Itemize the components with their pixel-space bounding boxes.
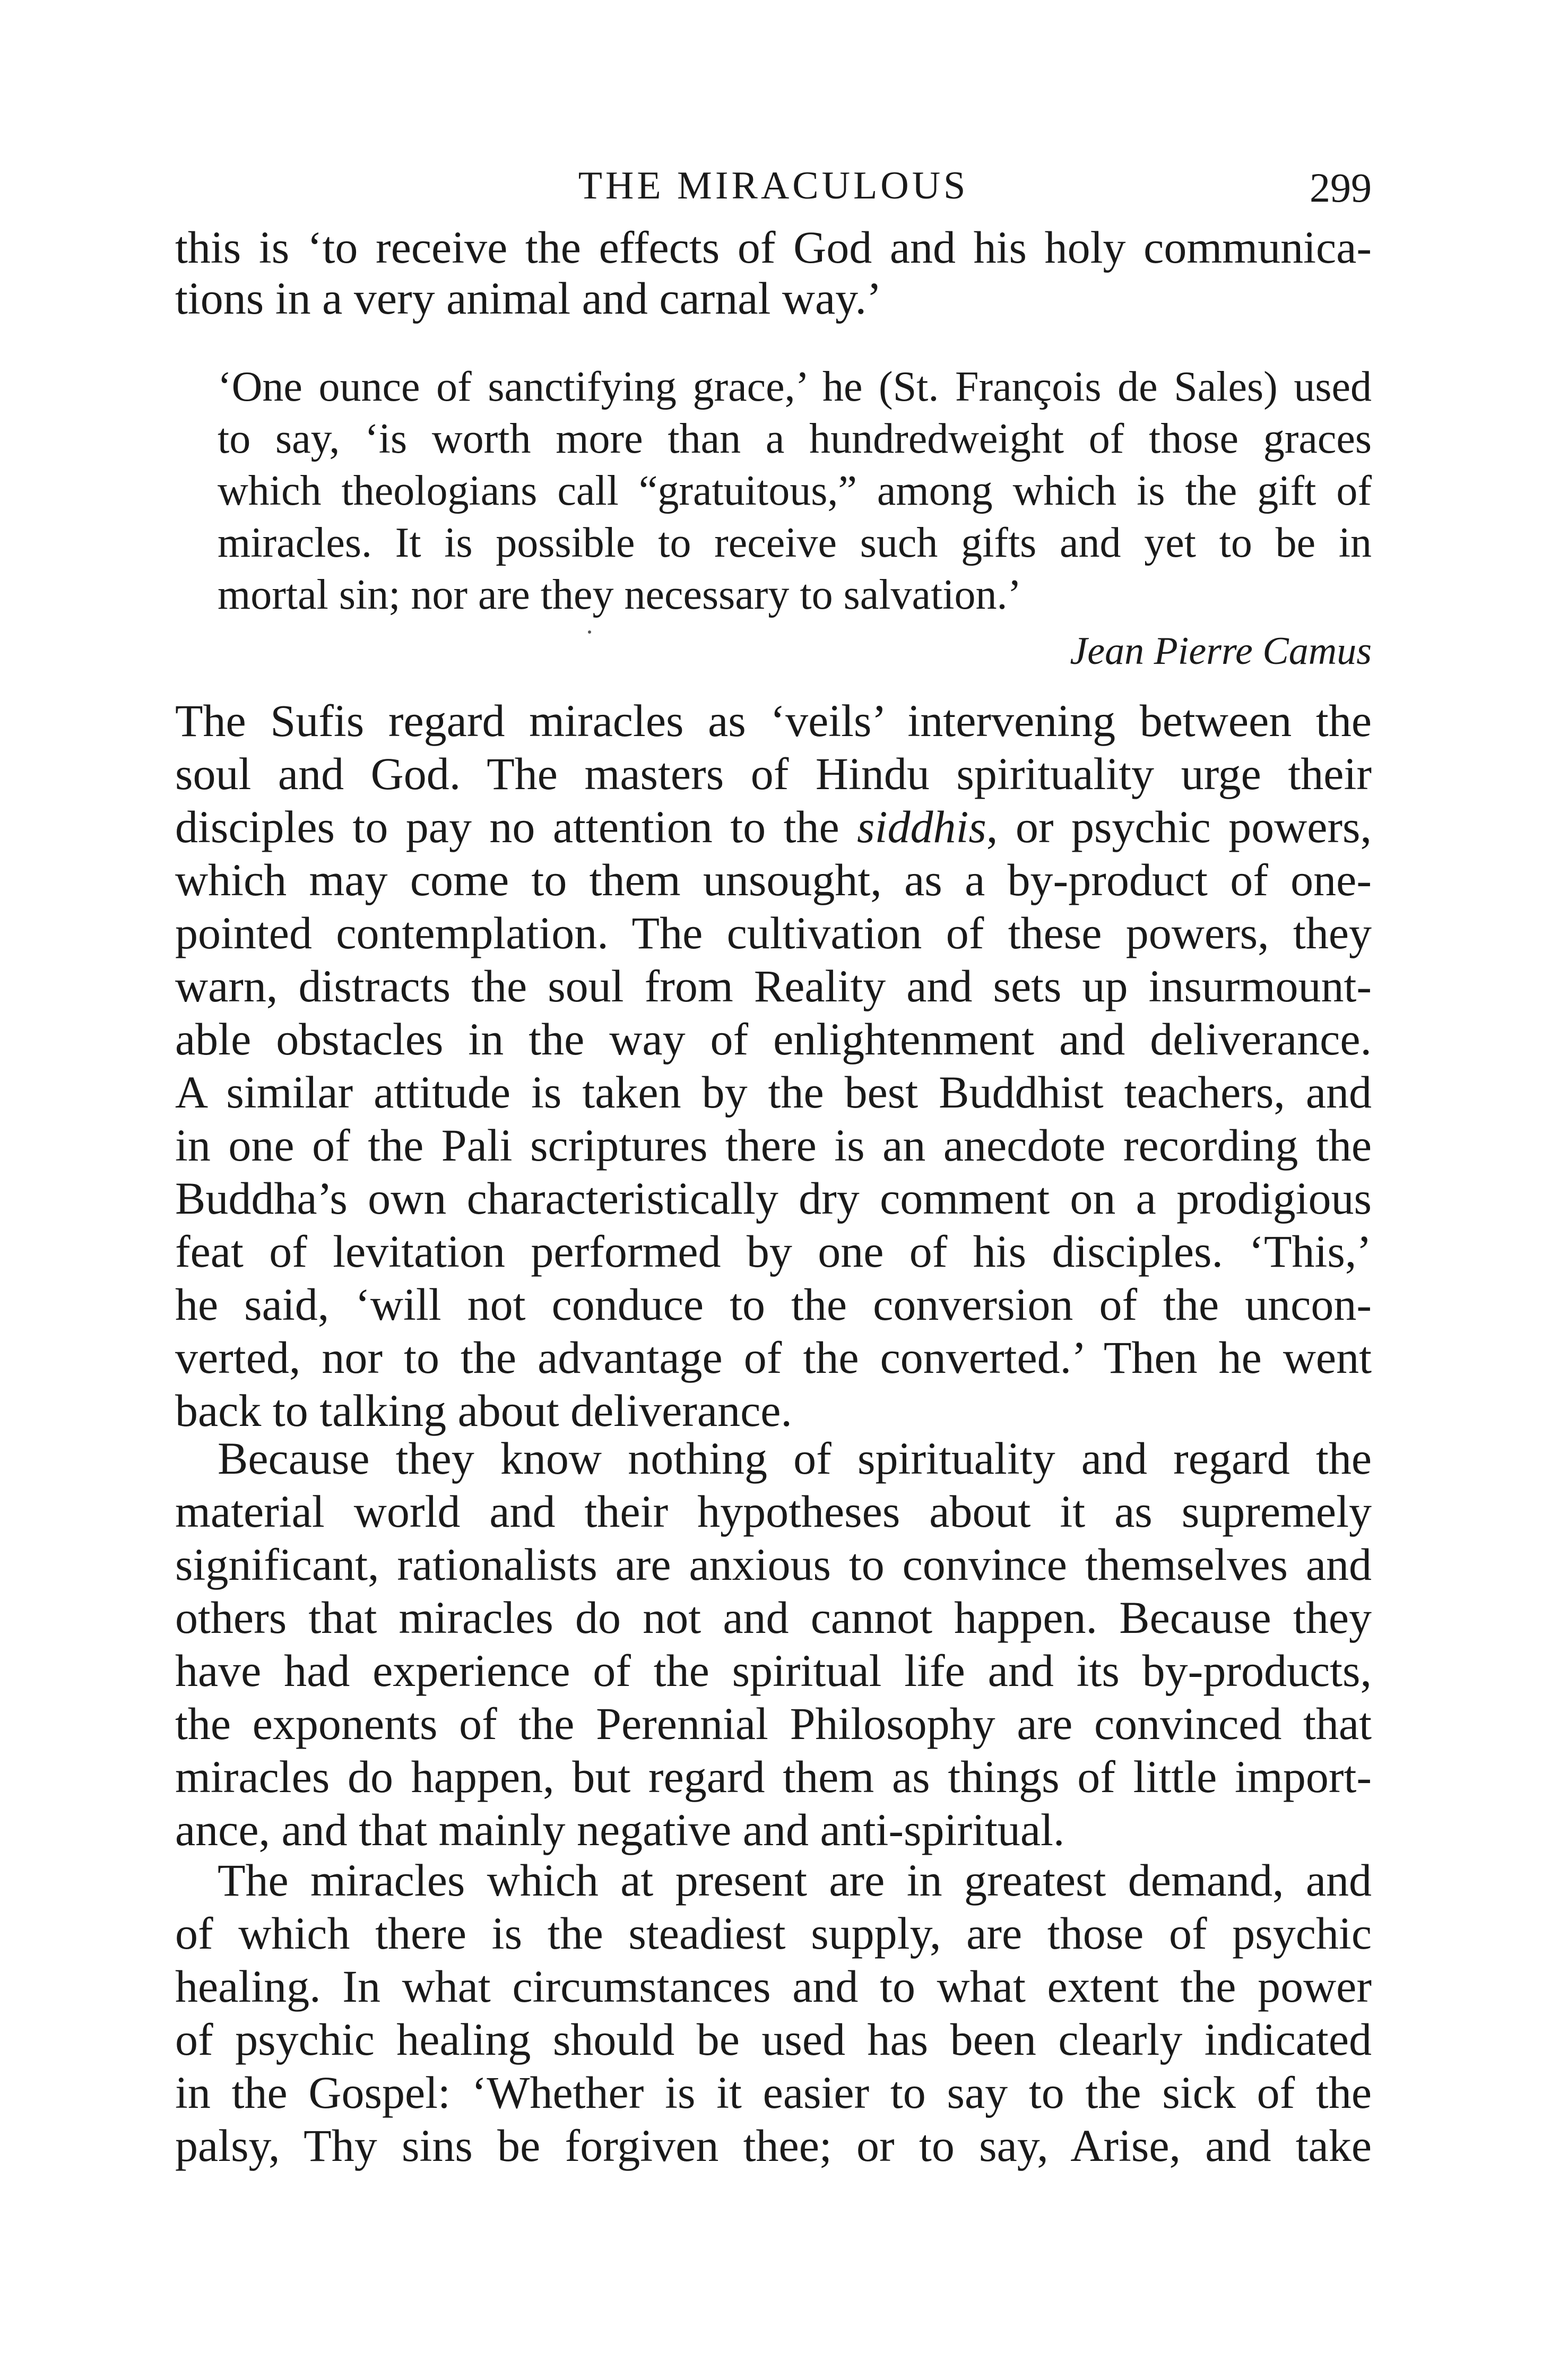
body-paragraph xyxy=(175,1854,1372,2172)
text-fragment: , or psychic powers, xyxy=(986,801,1372,852)
text-line: others that miracles do not and cannot happen. Because they xyxy=(175,1592,1372,1643)
text-line: the exponents of the Perennial Philosophy are convinced that xyxy=(175,1698,1372,1749)
text-line: feat of levitation performed by one of his disciples. ‘This,’ xyxy=(175,1226,1372,1277)
block-quote xyxy=(218,361,1372,621)
text-line: in the Gospel: ‘Whether is it easier to say to the sick of the xyxy=(175,2067,1372,2118)
text-line: healing. In what circumstances and to what extent the power xyxy=(175,1961,1372,2012)
text-line: The miracles which at present are in greatest demand, and xyxy=(218,1855,1372,1906)
text-line: of psychic healing should be used has been clearly indicated xyxy=(175,2014,1372,2065)
text-line: miracles do happen, but regard them as things of little import- xyxy=(175,1751,1372,1802)
text-line: which may come to them unsought, as a by-product of one- xyxy=(175,854,1372,905)
text-fragment: disciples to pay no attention to the xyxy=(175,801,857,852)
text-line: in one of the Pali scriptures there is an anecdote recording the xyxy=(175,1120,1372,1171)
text-line: warn, distracts the soul from Reality and sets up insurmount- xyxy=(175,961,1372,1011)
text-line-with-italic xyxy=(175,800,1372,853)
text-line: soul and God. The masters of Hindu spirituality urge their xyxy=(175,748,1372,799)
quote-line: to say, ‘is worth more than a hundredweight of those graces xyxy=(218,416,1372,462)
quote-line: ‘One ounce of sanctifying grace,’ he (St. François de Sales) used xyxy=(218,364,1372,410)
running-title: THE MIRACULOUS xyxy=(578,164,969,207)
text-line: this is ‘to receive the effects of God and his holy communica- xyxy=(175,222,1372,273)
quote-line: miracles. It is possible to receive such gifts and yet to be in xyxy=(218,520,1372,566)
quote-line: mortal sin; nor are they necessary to salvation.’ xyxy=(218,572,1022,618)
text-line: have had experience of the spiritual life and its by-products, xyxy=(175,1645,1372,1696)
text-line: significant, rationalists are anxious to convince themselves and xyxy=(175,1539,1372,1590)
text-line: back to talking about deliverance. xyxy=(175,1385,792,1436)
text-line: he said, ‘will not conduce to the conversion of the uncon- xyxy=(175,1279,1372,1330)
running-head xyxy=(175,159,1372,212)
text-line: Because they know nothing of spirituality and regard the xyxy=(218,1433,1372,1484)
text-line: tions in a very animal and carnal way.’ xyxy=(175,273,882,324)
text-line: Buddha’s own characteristically dry comment on a prodigious xyxy=(175,1173,1372,1224)
lead-paragraph xyxy=(175,222,1372,324)
quote-attribution: Jean Pierre Camus xyxy=(1070,629,1372,673)
text-line: The Sufis regard miracles as ‘veils’ intervening between the xyxy=(175,695,1372,746)
body-paragraph xyxy=(175,1432,1372,1856)
text-line: A similar attitude is taken by the best Buddhist teachers, and xyxy=(175,1067,1372,1118)
quote-line: which theologians call “gratuitous,” among which is the gift of xyxy=(218,468,1372,514)
text-line: pointed contemplation. The cultivation of these powers, they xyxy=(175,907,1372,958)
text-line: palsy, Thy sins be forgiven thee; or to say, Arise, and take xyxy=(175,2120,1372,2171)
page-number: 299 xyxy=(1310,165,1372,211)
text-line: of which there is the steadiest supply, are those of psychic xyxy=(175,1908,1372,1959)
text-line: ance, and that mainly negative and anti-spiritual. xyxy=(175,1804,1065,1855)
italic-term: siddhis xyxy=(857,801,986,852)
text-line: verted, nor to the advantage of the converted.’ Then he went xyxy=(175,1332,1372,1383)
body-paragraph xyxy=(175,694,1372,1437)
text-line: able obstacles in the way of enlightenment and deliverance. xyxy=(175,1014,1372,1065)
text-line: material world and their hypotheses about it as supremely xyxy=(175,1486,1372,1537)
